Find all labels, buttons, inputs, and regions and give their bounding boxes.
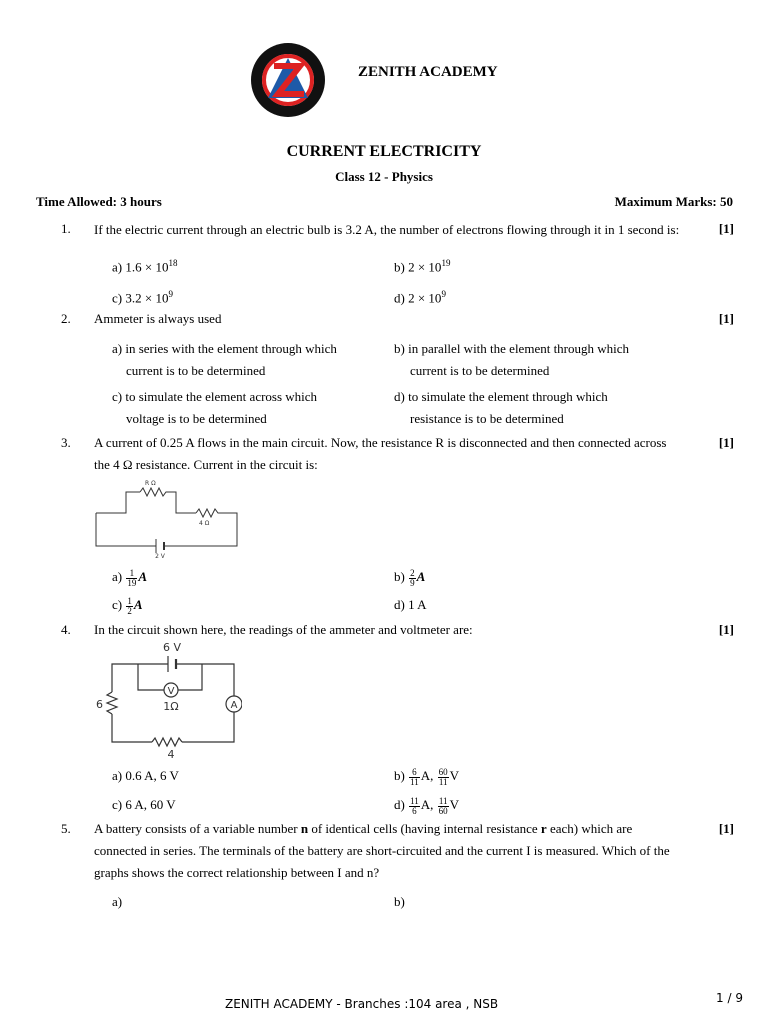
circuit-diagram — [94, 478, 240, 562]
question-number: 4. — [61, 622, 71, 637]
circuit-label-4ohm: 4 Ω — [199, 520, 210, 527]
option-b[interactable]: b) $\frac{6}{11}$ A, $\frac{60}{11}$ V — [394, 766, 460, 787]
page-subtitle: Class 12 - Physics — [335, 169, 433, 184]
question-mark: [1] — [718, 311, 734, 326]
option-d[interactable]: d) 1 A — [394, 597, 427, 612]
option-b[interactable]: b) $\frac{2}{9}$ A — [394, 567, 426, 588]
option-d[interactable]: d) $2 \times 10^9$ — [394, 289, 446, 306]
question-mark: [1] — [718, 622, 734, 637]
ammeter-symbol: A — [230, 700, 238, 711]
option-c[interactable]: c) $3.2 \times 10^9$ — [112, 289, 173, 306]
option-b[interactable]: b) in parallel with the element through which current is to be determined — [394, 341, 630, 378]
maximum-marks: Maximum Marks: 50 — [614, 194, 733, 209]
option-b[interactable]: b) $2 \times 10^{19}$ — [394, 258, 451, 275]
question-text: If the electric current through an electric bulb is 3.2 A, the number of electrons flowing through it in 1 second is: — [94, 222, 680, 237]
option-c[interactable]: c) $\frac{1}{2}$ A — [112, 595, 143, 616]
circuit-label-r: R Ω — [145, 480, 156, 487]
question-text: Ammeter is always used — [94, 311, 222, 326]
circuit-label-6: 6 — [96, 698, 103, 711]
voltmeter-symbol: V — [167, 686, 175, 697]
option-a[interactable]: a) $\frac{1}{19}$ A — [112, 567, 148, 588]
question-number: 3. — [61, 435, 71, 450]
option-d[interactable]: d) to simulate the element through which resistance is to be determined — [394, 389, 608, 426]
option-a[interactable]: a) — [112, 894, 123, 909]
question-number: 1. — [61, 221, 71, 236]
option-c[interactable]: c) 6 A, 60 V — [112, 797, 176, 812]
circuit-diagram — [92, 640, 242, 764]
circuit-label-4: 4 — [167, 748, 175, 761]
footer-text: ZENITH ACADEMY - Branches :104 area , NSB — [225, 997, 499, 1011]
time-allowed: Time Allowed: 3 hours — [36, 194, 162, 209]
circuit-label-1ohm: 1Ω — [163, 700, 179, 713]
academy-name: ZENITH ACADEMY — [358, 64, 498, 80]
academy-logo — [250, 42, 326, 118]
page-title: CURRENT ELECTRICITY — [286, 143, 482, 160]
question-number: 2. — [61, 311, 71, 326]
question-mark: [1] — [718, 435, 734, 450]
question-mark: [1] — [718, 221, 734, 236]
option-d[interactable]: d) $\frac{11}{6}$ A, $\frac{11}{60}$ V — [394, 795, 460, 816]
question-text: A current of 0.25 A flows in the main circuit. Now, the resistance R is disconnected and then connected across the 4 Ω resistance. Current in the circuit is: — [94, 435, 667, 472]
question-text: A battery consists of a variable number n of identical cells (having internal resistance r each) which are connected in series. The terminals of the battery are short-circuited and the current I is measured. Which of the graphs shows the correct relationship between I and n? — [94, 821, 670, 880]
page-number: 1 / 9 — [716, 991, 743, 1005]
option-c[interactable]: c) to simulate the element across which voltage is to be determined — [112, 389, 318, 426]
option-a[interactable]: a) 0.6 A, 6 V — [112, 768, 179, 783]
question-mark: [1] — [718, 821, 734, 836]
option-a[interactable]: a) $1.6 \times 10^{18}$ — [112, 258, 178, 275]
option-a[interactable]: a) in series with the element through which current is to be determined — [112, 341, 337, 378]
circuit-label-voltage: 6 V — [162, 641, 182, 654]
circuit-label-voltage: 2 V — [155, 553, 165, 560]
question-number: 5. — [61, 821, 71, 836]
option-b[interactable]: b) — [394, 894, 405, 909]
question-text: In the circuit shown here, the readings of the ammeter and voltmeter are: — [94, 622, 473, 637]
